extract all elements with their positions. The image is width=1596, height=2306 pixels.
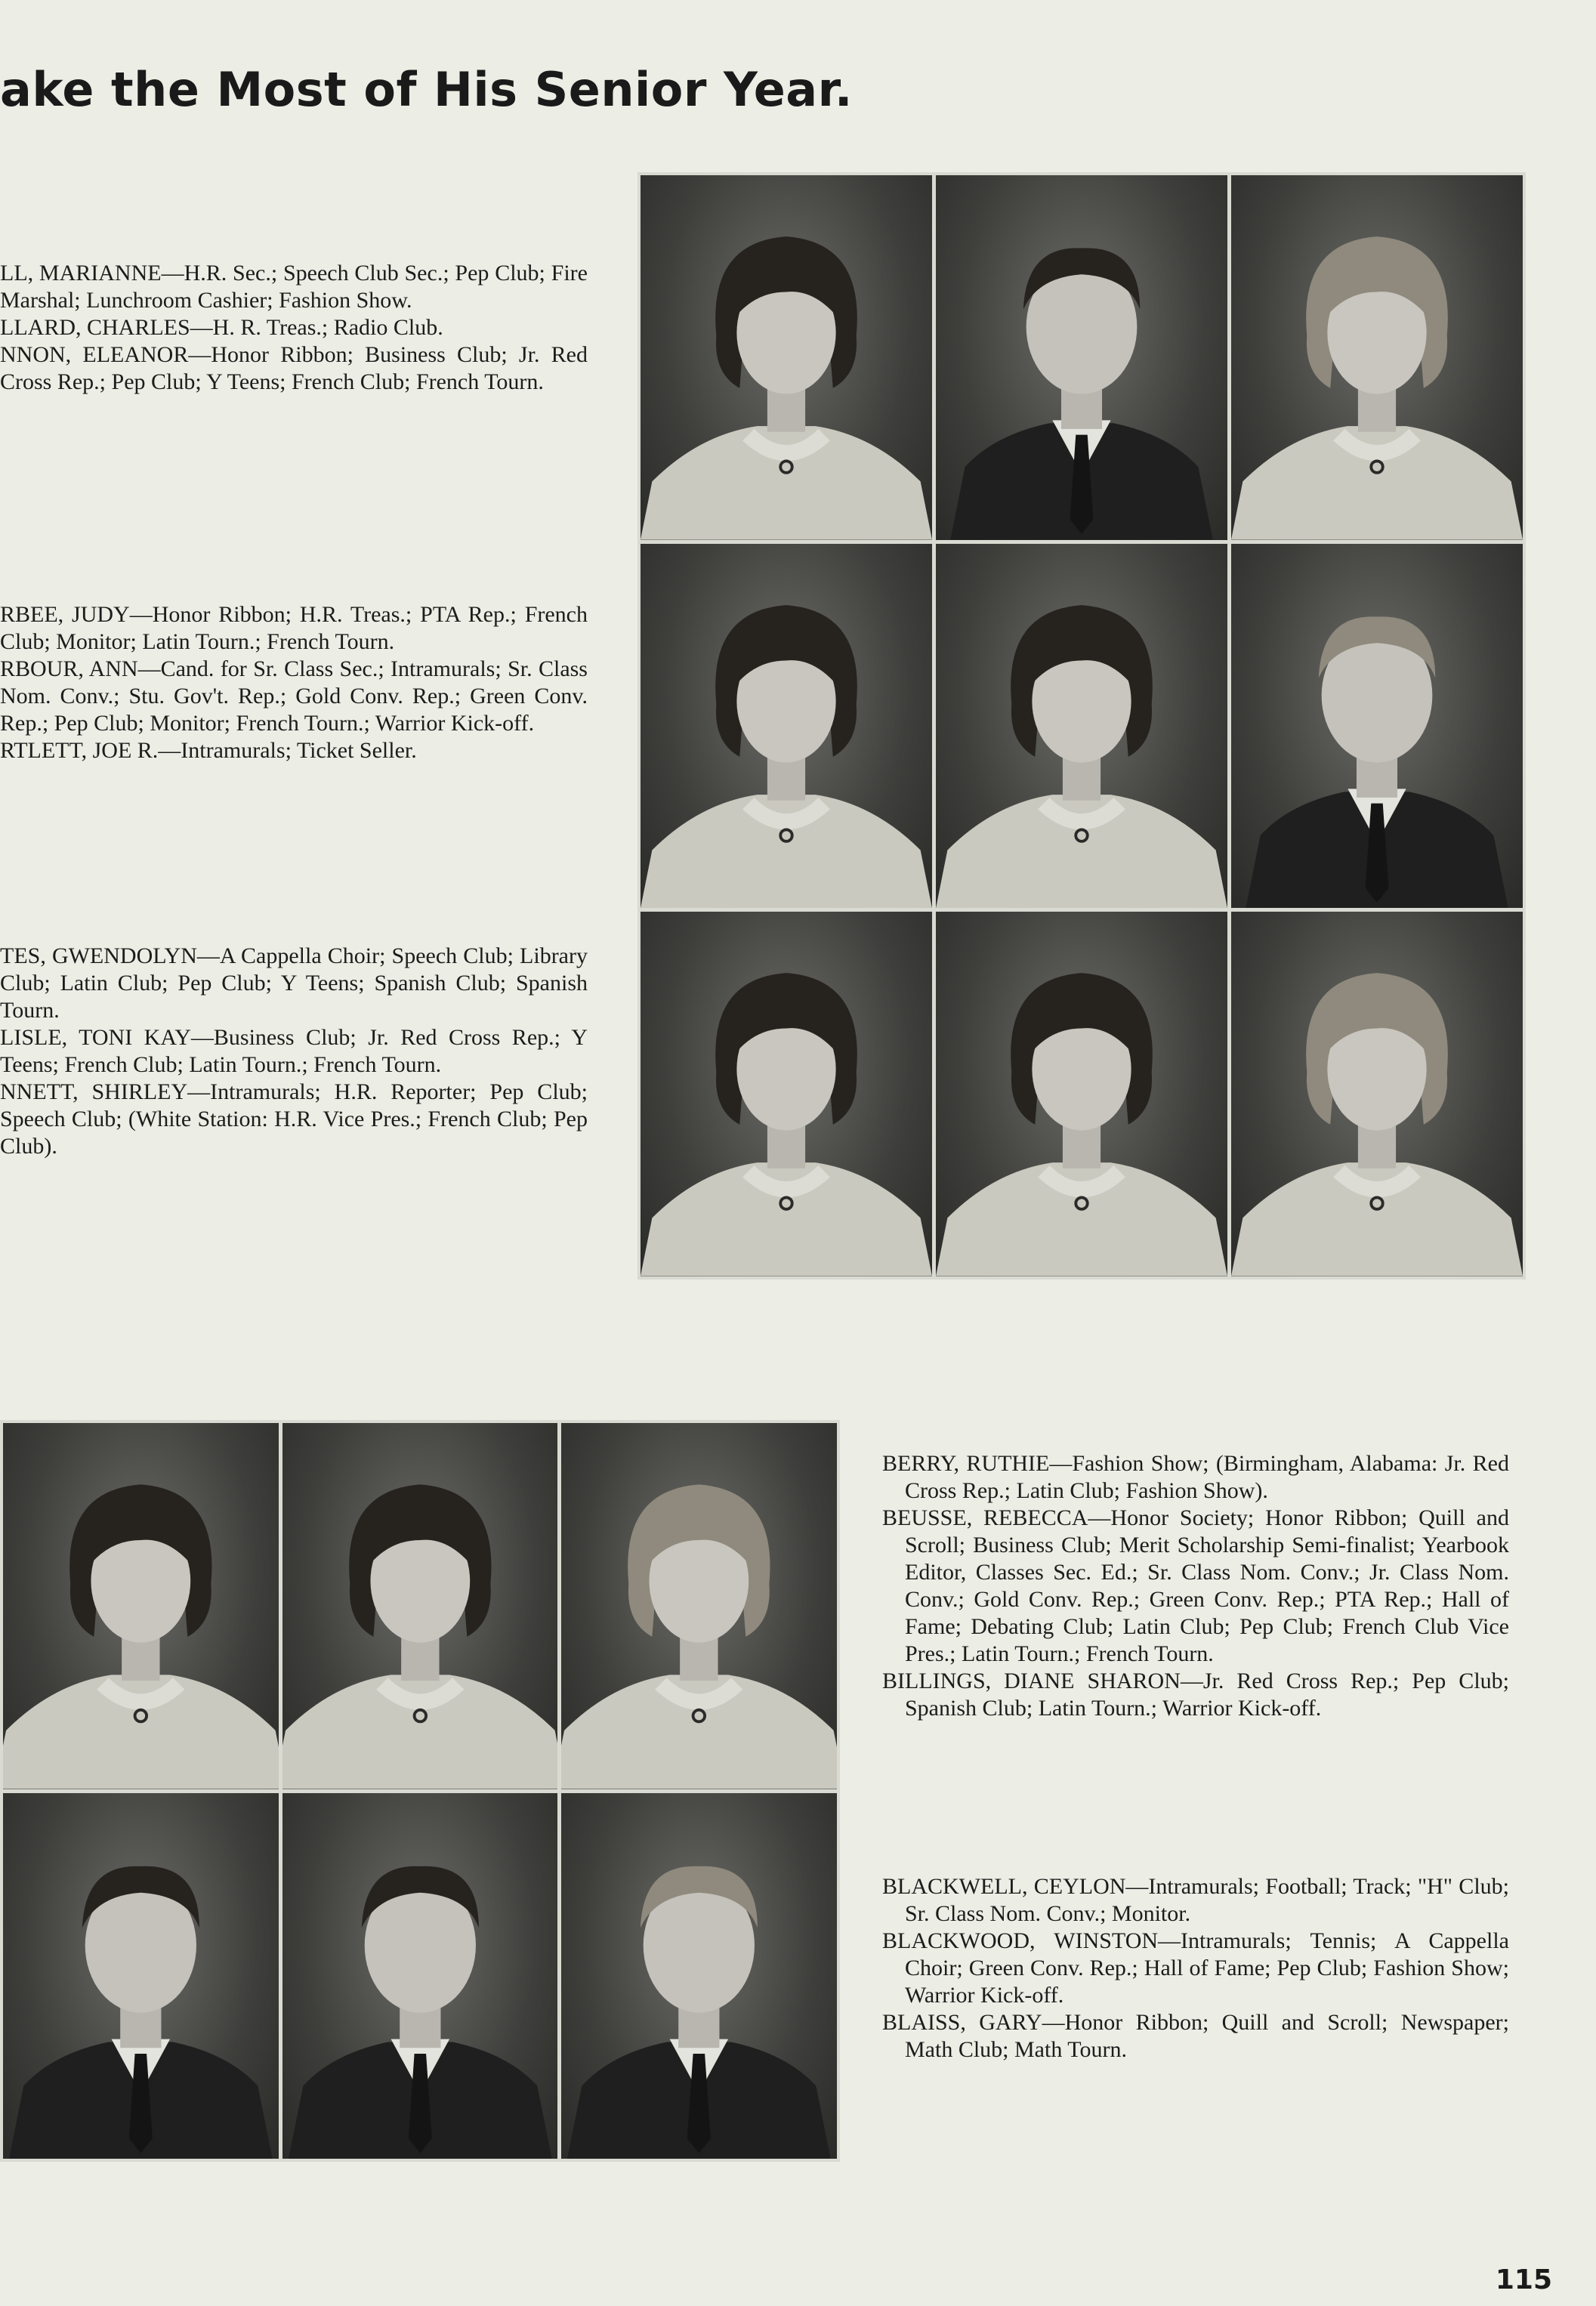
student-entry: NNON, ELEANOR—Honor Ribbon; Business Club; Jr. Red Cross Rep.; Pep Club; Y Teens; French Club; French Tourn. (0, 342, 588, 394)
left-entries-group-3 (0, 943, 588, 1160)
top-portrait-girl (936, 544, 1227, 909)
student-entry: LL, MARIANNE—H.R. Sec.; Speech Club Sec.; Pep Club; Fire Marshal; Lunchroom Cashier; Fashion Show. (0, 261, 588, 313)
portrait-grid-bottom (0, 1420, 840, 2162)
student-entry: BILLINGS, DIANE SHARON—Jr. Red Cross Rep.; Pep Club; Spanish Club; Latin Tourn.; Warrior Kick-off. (882, 1669, 1509, 1721)
bottom-portrait-boy (3, 1793, 279, 2159)
student-entry: TES, GWENDOLYN—A Cappella Choir; Speech Club; Library Club; Latin Club; Pep Club; Y Teens; Spanish Club; Spanish Tourn. (0, 943, 588, 1023)
left-entries-group-2 (0, 601, 588, 764)
student-entry: RBOUR, ANN—Cand. for Sr. Class Sec.; Intramurals; Sr. Class Nom. Conv.; Stu. Gov't. Rep.; Gold Conv. Rep.; Green Conv. Rep.; Pep Club; Monitor; French Tourn.; Warrior Kick-off. (0, 656, 588, 736)
student-entry: LISLE, TONI KAY—Business Club; Jr. Red Cross Rep.; Y Teens; French Club; Latin Tourn.; French Tourn. (0, 1025, 588, 1077)
bottom-portrait-girl (561, 1423, 837, 1789)
top-portrait-boy (936, 175, 1227, 540)
student-entry: BEUSSE, REBECCA—Honor Society; Honor Ribbon; Quill and Scroll; Business Club; Merit Scholarship Semi-finalist; Yearbook Editor, Classes Sec. Ed.; Sr. Class Nom. Conv.; Jr. Class Nom. Conv.; Gold Conv. Rep.; Green Conv. Rep.; PTA Rep.; Hall of Fame; Debating Club; Latin Club; Pep Club; French Club Vice Pres.; Latin Tourn.; French Tourn. (882, 1505, 1509, 1666)
top-portrait-girl (1231, 912, 1523, 1276)
portrait-grid-top (637, 172, 1526, 1280)
left-entries-group-1 (0, 260, 588, 396)
bottom-portrait-boy (561, 1793, 837, 2159)
top-portrait-girl (1231, 175, 1523, 540)
student-entry: BLAISS, GARY—Honor Ribbon; Quill and Scroll; Newspaper; Math Club; Math Tourn. (882, 2010, 1509, 2062)
bottom-portrait-girl (3, 1423, 279, 1789)
student-entry: BLACKWOOD, WINSTON—Intramurals; Tennis; A Cappella Choir; Green Conv. Rep.; Hall of Fame; Pep Club; Fashion Show; Warrior Kick-off. (882, 1928, 1509, 2008)
student-entry: BERRY, RUTHIE—Fashion Show; (Birmingham, Alabama: Jr. Red Cross Rep.; Latin Club; Fashion Show). (882, 1451, 1509, 1503)
student-entry: RTLETT, JOE R.—Intramurals; Ticket Seller. (0, 738, 417, 763)
student-entry: NNETT, SHIRLEY—Intramurals; H.R. Reporter; Pep Club; Speech Club; (White Station: H.R. Vice Pres.; French Club; Pep Club). (0, 1079, 588, 1159)
bottom-portrait-boy (282, 1793, 558, 2159)
top-portrait-girl (641, 912, 932, 1276)
page-title: ake the Most of His Senior Year. (0, 62, 853, 117)
top-portrait-girl (641, 544, 932, 909)
page-number: 115 (1495, 2264, 1552, 2295)
top-portrait-girl (936, 912, 1227, 1276)
student-entry: LLARD, CHARLES—H. R. Treas.; Radio Club. (0, 315, 443, 340)
student-entry: BLACKWELL, CEYLON—Intramurals; Football; Track; "H" Club; Sr. Class Nom. Conv.; Monitor. (882, 1874, 1509, 1926)
right-entries-group-2 (882, 1873, 1509, 2064)
right-entries-group-1 (882, 1450, 1509, 1722)
student-entry: RBEE, JUDY—Honor Ribbon; H.R. Treas.; PTA Rep.; French Club; Monitor; Latin Tourn.; French Tourn. (0, 602, 588, 654)
top-portrait-boy (1231, 544, 1523, 909)
top-portrait-girl (641, 175, 932, 540)
bottom-portrait-girl (282, 1423, 558, 1789)
